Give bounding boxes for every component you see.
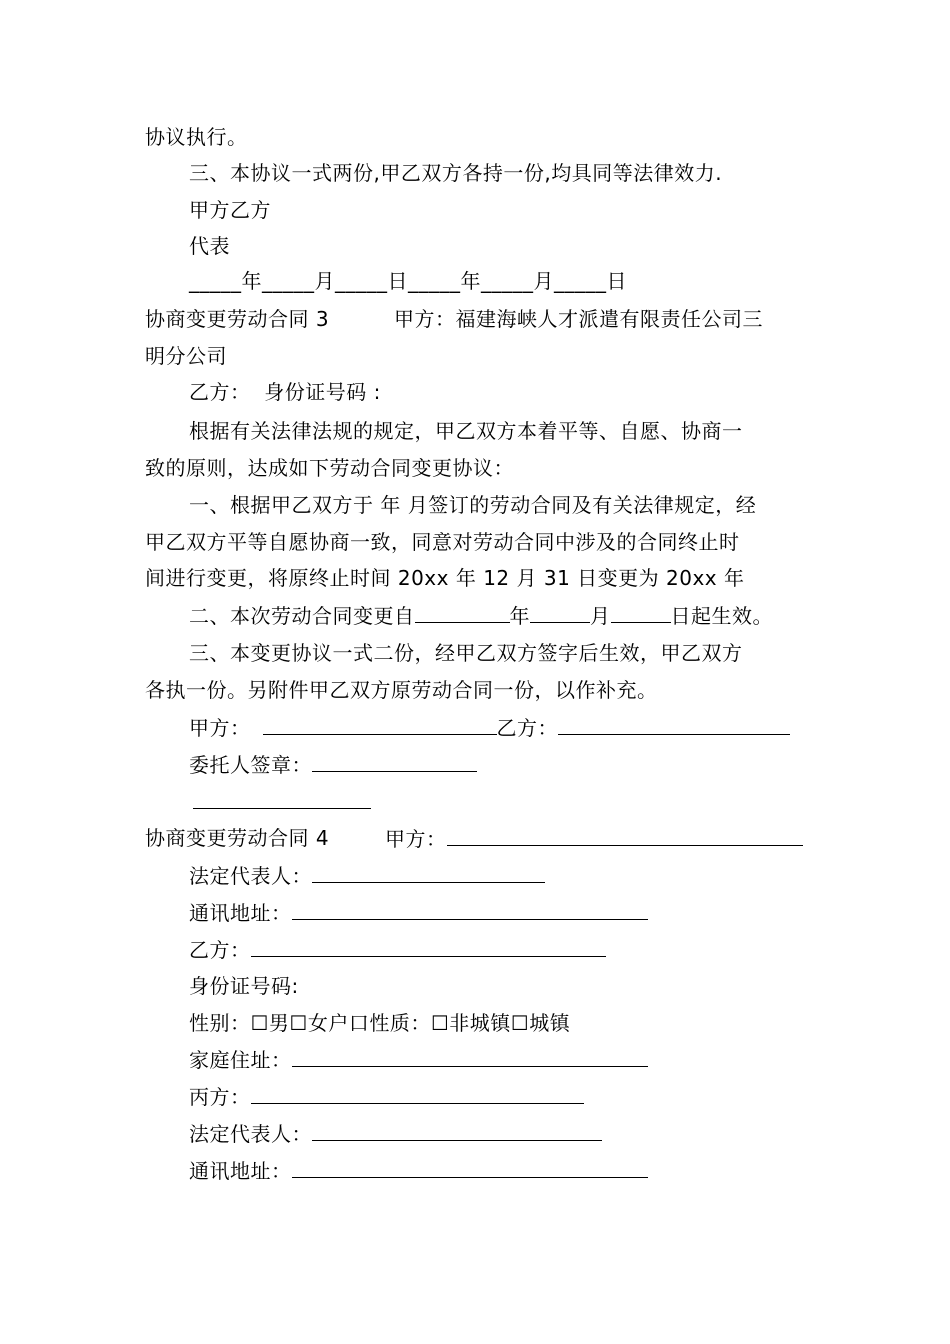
- party-a-line: [385, 825, 803, 852]
- home-address-label: 家庭住址：: [189, 1048, 292, 1072]
- month-blank[interactable]: [530, 602, 590, 623]
- legal-rep-label: 法定代表人：: [189, 864, 312, 888]
- legal-rep-blank[interactable]: [312, 1120, 602, 1141]
- party-c-blank[interactable]: [251, 1083, 584, 1104]
- month-label: 月: [590, 604, 611, 628]
- text-line: 三、本协议一式两份,甲乙双方各持一份,均具同等法律效力.: [189, 161, 723, 185]
- section-heading: 协商变更劳动合同 4: [145, 826, 330, 850]
- party-b-label: 乙方：: [496, 716, 558, 740]
- home-address-blank[interactable]: [292, 1046, 648, 1067]
- agent-sign-line: [189, 751, 477, 778]
- address-label: 通讯地址：: [189, 1159, 292, 1183]
- address-blank[interactable]: [292, 899, 648, 920]
- text-line: 根据有关法律法规的规定，甲乙双方本着平等、自愿、协商一: [189, 419, 743, 443]
- effective-date-line: [189, 602, 773, 629]
- address-line: [189, 1157, 648, 1184]
- legal-rep-blank[interactable]: [312, 862, 545, 883]
- address-label: 通讯地址：: [189, 901, 292, 925]
- effective-date-label: 二、本次劳动合同变更自: [189, 604, 415, 628]
- year-label: 年: [509, 604, 530, 628]
- gender-hukou-line: 性别：☐男☐女户口性质：☐非城镇☐城镇: [189, 1011, 571, 1035]
- text-line: 乙方： 身份证号码 :: [189, 380, 381, 404]
- party-b-line: [189, 936, 606, 963]
- legal-rep-line: [189, 862, 545, 889]
- text-line: 三、本变更协议一式二份，经甲乙双方签字后生效，甲乙双方: [189, 641, 743, 665]
- party-c-label: 丙方：: [189, 1085, 251, 1109]
- party-c-line: [189, 1083, 584, 1110]
- address-line: [189, 899, 648, 926]
- agent-sign-blank[interactable]: [312, 751, 477, 772]
- section-heading: 协商变更劳动合同 3: [145, 307, 330, 331]
- party-b-blank[interactable]: [251, 936, 606, 957]
- text-line: 各执一份。另附件甲乙双方原劳动合同一份，以作补充。: [145, 678, 658, 702]
- text-line: 一、根据甲乙双方于 年 月签订的劳动合同及有关法律规定，经: [189, 493, 757, 517]
- party-a-label: 甲方：: [189, 716, 251, 740]
- party-b-blank[interactable]: [558, 714, 790, 735]
- party-b-label: 乙方：: [189, 938, 251, 962]
- party-sign-line: [189, 714, 790, 741]
- text-line: 协议执行。: [145, 125, 248, 149]
- signature-blank[interactable]: [193, 788, 371, 809]
- text-line: 间进行变更，将原终止时间 20xx 年 12 月 31 日变更为 20xx 年: [145, 566, 745, 590]
- party-a-label: 甲方：: [385, 827, 447, 851]
- text-line: 身份证号码:: [189, 974, 299, 998]
- date-signature-line: _____年_____月_____日_____年_____月_____日: [189, 269, 627, 293]
- text-line: 明分公司: [145, 344, 227, 368]
- day-label: 日起生效。: [670, 604, 773, 628]
- signature-blank-line: [193, 788, 371, 815]
- text-line: 致的原则，达成如下劳动合同变更协议：: [145, 456, 514, 480]
- legal-rep-label: 法定代表人：: [189, 1122, 312, 1146]
- text-line: 甲方：福建海峡人才派遣有限责任公司三: [394, 307, 763, 331]
- text-line: 代表: [189, 234, 230, 258]
- party-a-blank[interactable]: [263, 714, 497, 735]
- day-blank[interactable]: [611, 602, 671, 623]
- party-a-blank[interactable]: [447, 825, 803, 846]
- year-blank[interactable]: [415, 602, 510, 623]
- agent-sign-label: 委托人签章：: [189, 753, 312, 777]
- address-blank[interactable]: [292, 1157, 648, 1178]
- legal-rep-line: [189, 1120, 602, 1147]
- text-line: 甲乙双方平等自愿协商一致，同意对劳动合同中涉及的合同终止时: [145, 530, 740, 554]
- text-line: 甲方乙方: [189, 198, 271, 222]
- home-address-line: [189, 1046, 648, 1073]
